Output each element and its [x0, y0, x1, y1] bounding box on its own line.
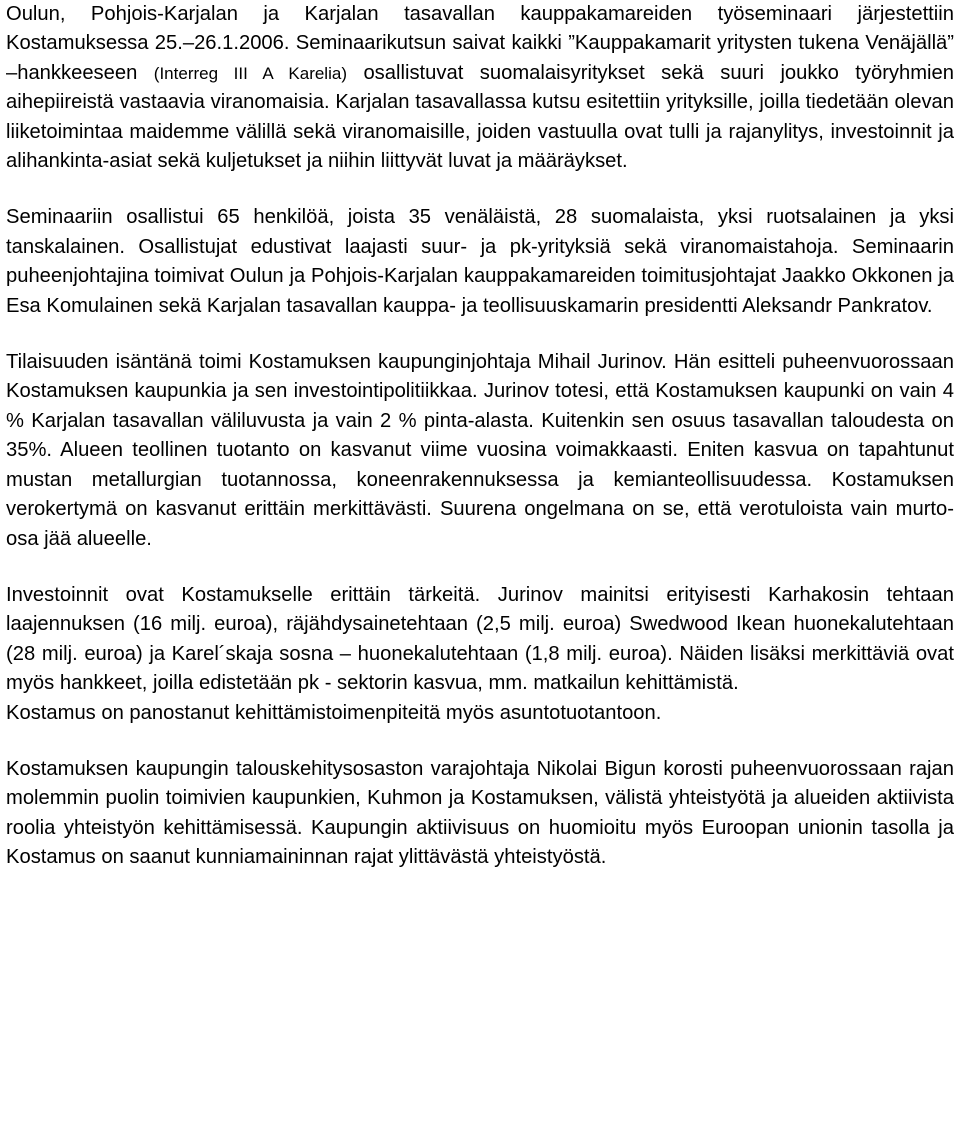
paragraph-housing: Kostamus on panostanut kehittämistoimenpiteitä myös asuntotuotantoon. — [6, 701, 662, 724]
paragraph-text: osallistuvat suomalaisyritykset sekä suuri joukko työryhmien aihepiireistä vastaavia viranomaisia. Karjalan tasavallassa kutsu esitettiin yrityksille, joilla tiedetään olevan liiketoimintaa maidemme välillä sekä viranomaisille, joiden vastuulla ovat tulli ja rajanylitys, investoinnit ja alihankinta-asiat sekä kuljetukset ja niihin liittyvät luvat ja määräykset. — [6, 61, 954, 173]
document-body — [6, 0, 954, 873]
paragraph-participants: Seminaariin osallistui 65 henkilöä, joista 35 venäläistä, 28 suomalaista, yksi ruotsalainen ja yksi tanskalainen. Osallistujat edustivat laajasti suur- ja pk-yrityksiä sekä viranomaistahoja. Seminaarin puheenjohtajina toimivat Oulun ja Pohjois-Karjalan kauppakamareiden toimitusjohtajat Jaakko Okkonen ja Esa Komulainen sekä Karjalan tasavallan kauppa- ja teollisuuskamarin presidentti Aleksandr Pankratov. — [6, 206, 954, 317]
project-program-note: (Interreg III A Karelia) — [153, 63, 347, 83]
paragraph-seminar-intro — [6, 0, 954, 176]
paragraph-host: Tilaisuuden isäntänä toimi Kostamuksen kaupunginjohtaja Mihail Jurinov. Hän esitteli puheenvuorossaan Kostamuksen kaupunkia ja sen investointipolitiikkaa. Jurinov totesi, että Kostamuksen kaupunki on vain 4 % Karjalan tasavallan väliluvusta ja vain 2 % pinta-alasta. Kuitenkin sen osuus tasavallan taloudesta on 35%. Alueen teollinen tuotanto on kasvanut viime vuosina voimakkaasti. Eniten kasvua on tapahtunut mustan metallurgian tuotannossa, koneenrakennuksessa ja kemianteollisuudessa. Kostamuksen verokertymä on kasvanut erittäin merkittävästi. Suurena ongelmana on se, että verotuloista vain murto-osa jää alueelle. — [6, 351, 954, 550]
paragraph-investments: Investoinnit ovat Kostamukselle erittäin tärkeitä. Jurinov mainitsi erityisesti Karhakosin tehtaan laajennuksen (16 milj. euroa), räjähdysainetehtaan (2,5 milj. euroa) Swedwood Ikean huonekalutehtaan (28 milj. euroa) ja Karel´skaja sosna – huonekalutehtaan (1,8 milj. euroa). Näiden lisäksi merkittäviä ovat myös hankkeet, joilla edistetään pk - sektorin kasvua, mm. matkailun kehittämistä. — [6, 583, 954, 695]
paragraph-text: Oulun, Pohjois-Karjalan ja Karjalan tasavallan kauppakamareiden työseminaari järjestettiin Kostamuksessa 25.–26.1.2006. Seminaarikutsun saivat kaikki ”Kauppakamarit yritysten tukena Venäjällä” –hankkeeseen — [6, 3, 954, 84]
paragraph-cooperation: Kostamuksen kaupungin talouskehitysosaston varajohtaja Nikolai Bigun korosti puheenvuorossaan rajan molemmin puolin toimivien kaupunkien, Kuhmon ja Kostamuksen, välistä yhteistyötä ja alueiden aktiivista roolia yhteistyön kehittämisessä. Kaupungin aktiivisuus on huomioitu myös Euroopan unionin tasolla ja Kostamus on saanut kunniamaininnan rajat ylittävästä yhteistyöstä. — [6, 757, 954, 869]
